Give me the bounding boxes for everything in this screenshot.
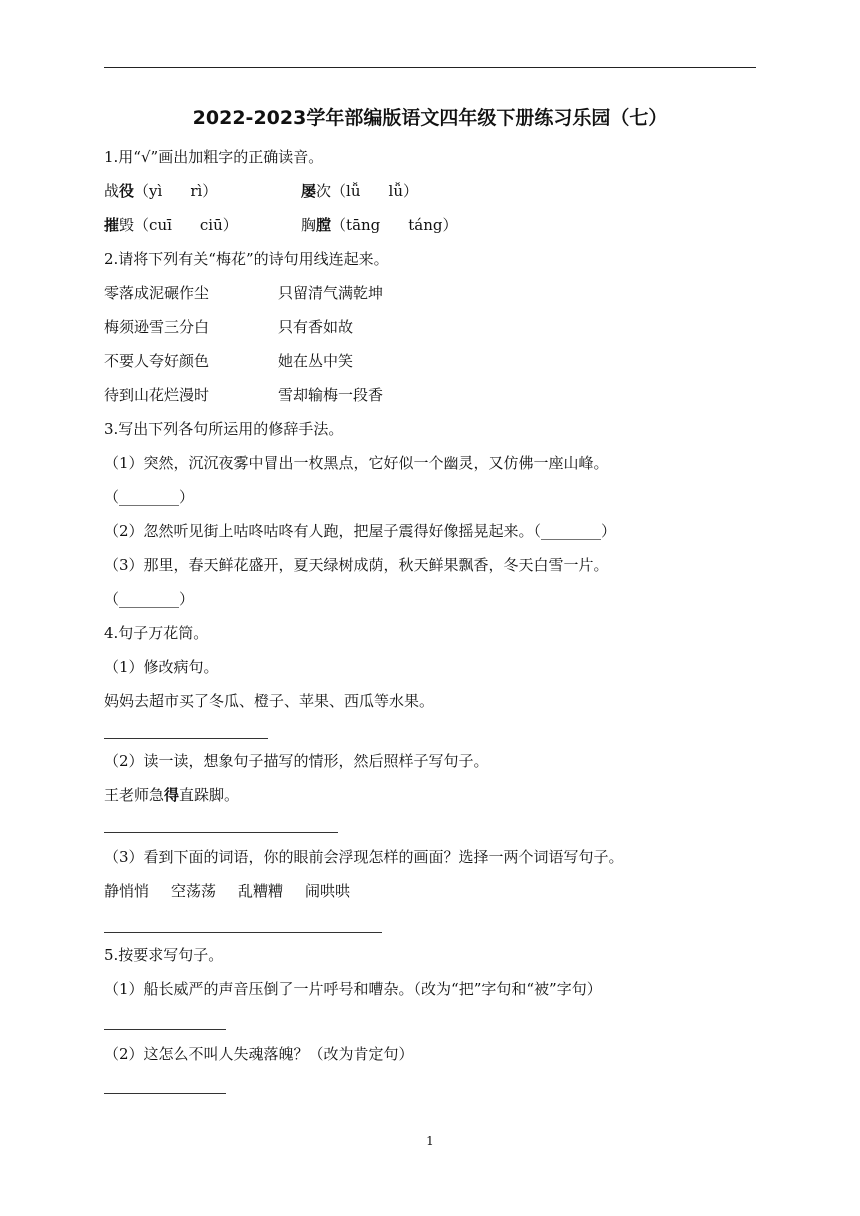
q4-word-list: 静悄悄 空荡荡 乱糟糟 闹哄哄 <box>104 882 351 900</box>
q5-heading: 5.按要求写句子。 <box>104 946 224 964</box>
q3-answer-blank-3: （________） <box>104 590 195 608</box>
q1-item-2: 屡次（lǚ lǚ） <box>301 182 418 200</box>
answer-line <box>104 738 268 739</box>
q1-item-4: 胸膛（tāng táng） <box>301 216 458 234</box>
q4-sentence-1: 妈妈去超市买了冬瓜、橙子、苹果、西瓜等水果。 <box>104 692 435 710</box>
q3-heading: 3.写出下列各句所运用的修辞手法。 <box>104 420 344 438</box>
poem-left-1: 零落成泥碾作尘 <box>104 284 210 302</box>
q1-heading: 1.用“√”画出加粗字的正确读音。 <box>104 148 324 166</box>
poem-left-4: 待到山花烂漫时 <box>104 386 210 404</box>
q5-sub-1: （1）船长威严的声音压倒了一片呼号和嘈杂。（改为“把”字句和“被”字句） <box>104 980 602 998</box>
poem-left-2: 梅须逊雪三分白 <box>104 318 210 336</box>
q4-sub-1: （1）修改病句。 <box>104 658 219 676</box>
q4-heading: 4.句子万花筒。 <box>104 624 209 642</box>
answer-line <box>104 1093 226 1094</box>
q5-sub-2: （2）这怎么不叫人失魂落魄？（改为肯定句） <box>104 1045 414 1063</box>
poem-right-3: 她在丛中笑 <box>278 352 354 370</box>
q4-sentence-2: 王老师急得直跺脚。 <box>104 786 240 804</box>
answer-line <box>104 1029 226 1030</box>
q3-sentence-2: （2）忽然听见街上咕咚咕咚有人跑，把屋子震得好像摇晃起来。（________） <box>104 522 617 540</box>
poem-right-1: 只留清气满乾坤 <box>278 284 384 302</box>
poem-right-2: 只有香如故 <box>278 318 354 336</box>
q3-sentence-1: （1）突然，沉沉夜雾中冒出一枚黑点，它好似一个幽灵，又仿佛一座山峰。 <box>104 454 609 472</box>
q4-sub-2: （2）读一读，想象句子描写的情形，然后照样子写句子。 <box>104 752 489 770</box>
q2-heading: 2.请将下列有关“梅花”的诗句用线连起来。 <box>104 250 389 268</box>
answer-line <box>104 932 382 933</box>
poem-right-4: 雪却输梅一段香 <box>278 386 384 404</box>
q4-sub-3: （3）看到下面的词语，你的眼前会浮现怎样的画面？选择一两个词语写句子。 <box>104 848 624 866</box>
q3-sentence-3: （3）那里，春天鲜花盛开，夏天绿树成荫，秋天鲜果飘香，冬天白雪一片。 <box>104 556 609 574</box>
header-rule <box>104 67 756 68</box>
q3-answer-blank-1: （________） <box>104 488 195 506</box>
q1-item-1: 战役（yì rì） <box>104 182 218 200</box>
page-number: 1 <box>426 1134 434 1148</box>
answer-line <box>104 832 338 833</box>
q1-item-3: 摧毁（cuī ciū） <box>104 216 238 234</box>
page-title: 2022-2023学年部编版语文四年级下册练习乐园（七） <box>192 107 668 129</box>
poem-left-3: 不要人夸好颜色 <box>104 352 210 370</box>
